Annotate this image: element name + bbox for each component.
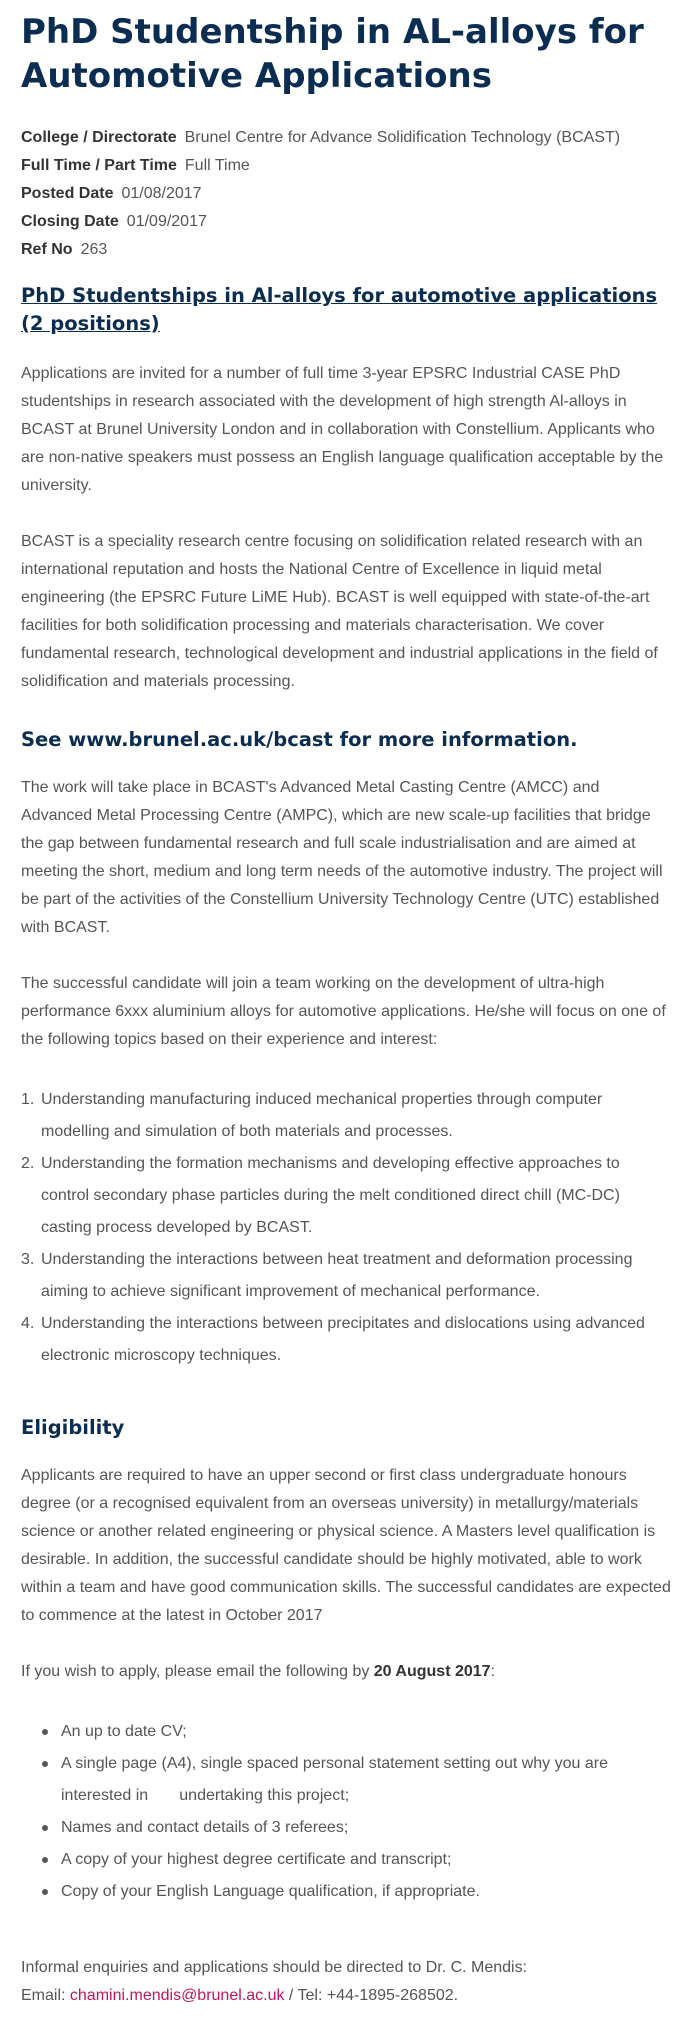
deadline-date: 20 August 2017 [373,1663,491,1680]
detail-value: Brunel Centre for Advance Solidification Technology (BCAST) [184,129,621,146]
list-item: 4. Understanding the interactions between precipitates and dislocations using advanced electronic microscopy techniques. [21,1315,645,1364]
list-item: 1. Understanding manufacturing induced mechanical properties through computer modelling and simulation of both materials and processes. [21,1091,603,1140]
list-item: 2. Understanding the formation mechanisms and developing effective approaches to control secondary phase particles during the melt conditioned direct chill (MC-DC) casting process developed by BCAST. [21,1155,620,1236]
facilities-paragraph: The work will take place in BCAST's Advanced Metal Casting Centre (AMCC) and Advanced Metal Processing Centre (AMPC), which are new scale-up facilities that bridge the gap between fundamental research and full scale industrialisation and are aimed at meeting the short, medium and long term needs of the automotive industry. The project will be part of the activities of the Constellium University Technology Centre (UTC) established with BCAST. [21,779,663,936]
detail-label: College / Directorate [21,129,177,146]
candidate-paragraph: The successful candidate will join a team working on the development of ultra-high performance 6xxx aluminium alloys for automotive applications. He/she will focus on one of the following topics based on their experience and interest: [21,975,666,1048]
eligibility-paragraph: Applicants are required to have an upper second or first class undergraduate honours degree (or a recognised equivalent from an overseas university) in metallurgy/materials science or another related engineering or physical science. A Masters level qualification is desirable. In addition, the successful candidate should be highly motivated, able to work within a team and have good communication skills. The successful candidates are expected to commence at the latest in October 2017 [21,1467,671,1624]
detail-row-ref [21,236,666,264]
intro-paragraph: Applications are invited for a number of full time 3-year EPSRC Industrial CASE PhD studentships in research associated with the development of high strength Al-alloys in BCAST at Brunel University London and in collaboration with Constellium. Applicants who are non-native speakers must possess an English language qualification acceptable by the university. [21,365,664,494]
detail-value: 263 [80,241,108,258]
list-item: A single page (A4), single spaced personal statement setting out why you are interested in undertaking this project; [21,1748,671,1812]
detail-label: Posted Date [21,185,114,202]
list-item: An up to date CV; [21,1716,671,1748]
email-link[interactable]: chamini.mendis@brunel.ac.uk [69,1987,285,2004]
bullet-icon [42,1825,48,1831]
more-info-heading: See www.brunel.ac.uk/bcast for more information. [21,728,578,751]
bullet-icon [42,1857,48,1863]
detail-value: Full Time [184,157,250,174]
studentships-heading: PhD Studentships in Al-alloys for automotive applications (2 positions) [21,284,658,335]
detail-row-hours [21,152,666,180]
eligibility-heading: Eligibility [21,1416,125,1439]
list-item: Names and contact details of 3 referees; [21,1812,671,1844]
list-item: Copy of your English Language qualification, if appropriate. [21,1876,671,1908]
detail-label: Closing Date [21,213,119,230]
bullet-icon [42,1761,48,1767]
bullet-icon [42,1729,48,1735]
detail-row-posted [21,180,666,208]
job-details [21,124,666,264]
detail-value: 01/08/2017 [121,185,202,202]
detail-label: Full Time / Part Time [21,157,177,174]
list-item: A copy of your highest degree certificate and transcript; [21,1844,671,1876]
topics-list [21,1084,671,1372]
detail-row-closing [21,208,666,236]
list-item: 3. Understanding the interactions between heat treatment and deformation processing aiming to achieve significant improvement of mechanical performance. [21,1251,633,1300]
requirements-list [21,1716,671,1908]
detail-label: Ref No [21,241,73,258]
bcast-paragraph: BCAST is a speciality research centre focusing on solidification related research with an international reputation and hosts the National Centre of Excellence in liquid metal engineering (the EPSRC Future LiME Hub). BCAST is well equipped with state-of-the-art facilities for both solidification processing and materials characterisation. We cover fundamental research, technological development and industrial applications in the field of solidification and materials processing. [21,533,658,690]
apply-instructions: If you wish to apply, please email the following by 20 August 2017: [21,1663,496,1680]
detail-value: 01/09/2017 [126,213,207,230]
contact-info: Informal enquiries and applications should be directed to Dr. C. Mendis: Email: chamini.mendis@brunel.ac.uk / Tel: +44-1895-268502. [21,1959,528,2004]
detail-row-college [21,124,666,152]
bullet-icon [42,1889,48,1895]
page-title: PhD Studentship in AL-alloys for Automotive Applications [21,12,644,96]
